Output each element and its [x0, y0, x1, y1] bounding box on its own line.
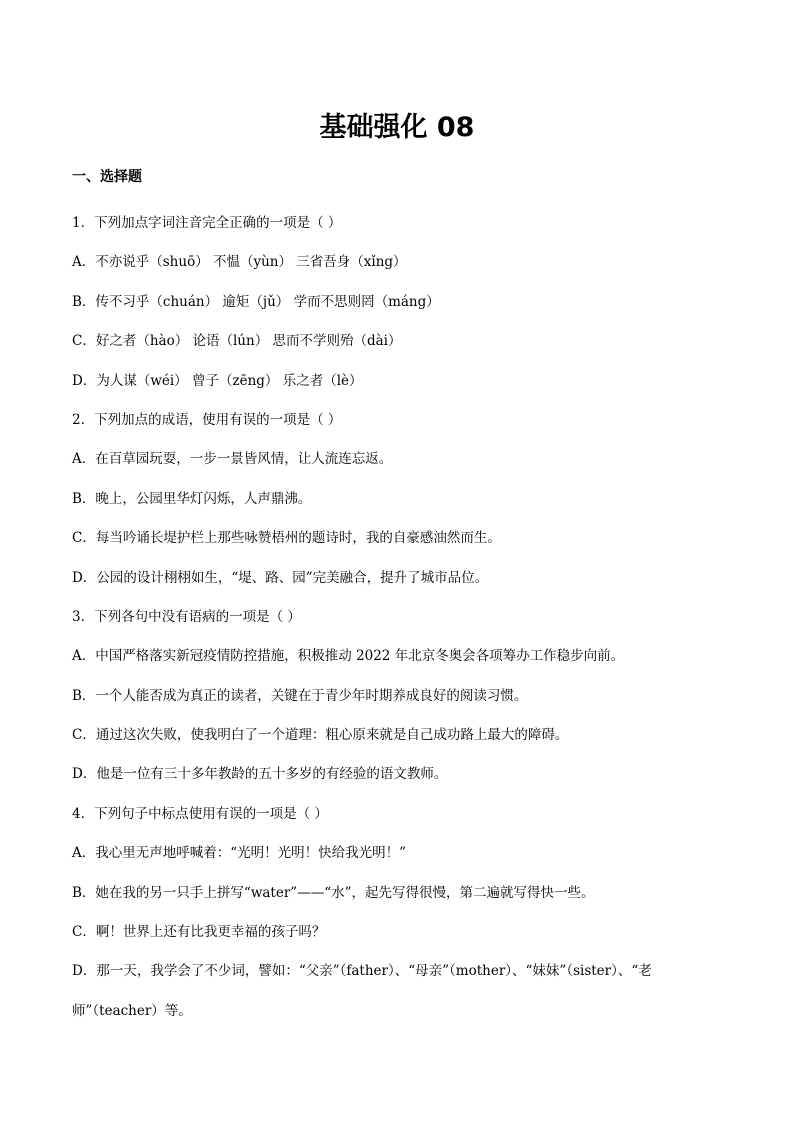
- question-stem: 4．下列句子中标点使用有误的一项是（ ）: [72, 805, 328, 822]
- question-2: [72, 401, 724, 598]
- option-a: A．中国严格落实新冠疫情防控措施，积极推动 2022 年北京冬奥会各项筹办工作稳步向前。: [72, 648, 625, 665]
- question-4: [72, 795, 724, 1031]
- option-b: B．她在我的另一只手上拼写“water”——“水”，起先写得很慢，第二遍就写得快一些。: [72, 884, 595, 901]
- option-a: A．我心里无声地呼喊着：“光明！光明！快给我光明！”: [72, 845, 407, 862]
- option-d: D．公园的设计栩栩如生，“堤、路、园”完美融合，提升了城市品位。: [72, 569, 489, 586]
- option-b: B．一个人能否成为真正的读者，关键在于青少年时期养成良好的阅读习惯。: [72, 687, 528, 704]
- option-c: C．好之者（hào） 论语（lún） 思而不学则殆（dài）: [72, 333, 402, 350]
- option-d: D．他是一位有三十多年教龄的五十多岁的有经验的语文教师。: [72, 766, 448, 783]
- option-d: D．为人谋（wéi） 曾子（zēng） 乐之者（lè）: [72, 372, 363, 389]
- option-a: A．在百草园玩耍，一步一景皆风情，让人流连忘返。: [72, 451, 393, 468]
- option-c: C．通过这次失败，使我明白了一个道理：粗心原来就是自己成功路上最大的障碍。: [72, 727, 569, 744]
- question-3: [72, 598, 724, 795]
- question-stem: 2．下列加点的成语，使用有误的一项是（ ）: [72, 411, 342, 428]
- question-list: [72, 204, 724, 1031]
- option-b: B．传不习乎（chuán） 逾矩（jǔ） 学而不思则罔（máng）: [72, 293, 440, 310]
- question-1: [72, 204, 724, 401]
- option-b: B．晚上，公园里华灯闪烁，人声鼎沸。: [72, 490, 312, 507]
- question-stem: 3．下列各句中没有语病的一项是（ ）: [72, 608, 301, 625]
- question-stem: 1．下列加点字词注音完全正确的一项是（ ）: [72, 215, 342, 231]
- page-title: 基础强化 08: [319, 112, 475, 143]
- option-a: A．不亦说乎（shuō） 不愠（yùn） 三省吾身（xǐng）: [72, 254, 407, 271]
- option-c: C．每当吟诵长堤护栏上那些咏赞梧州的题诗时，我的自豪感油然而生。: [72, 530, 501, 547]
- option-c: C．啊！世界上还有比我更幸福的孩子吗？: [72, 924, 326, 941]
- section-heading: 一、选择题: [72, 169, 142, 185]
- option-d: D．那一天，我学会了不少词，譬如：“父亲”（father）、“母亲”（mother）、“妹妹”（sister）、“老师”（teacher）等。: [72, 963, 652, 1019]
